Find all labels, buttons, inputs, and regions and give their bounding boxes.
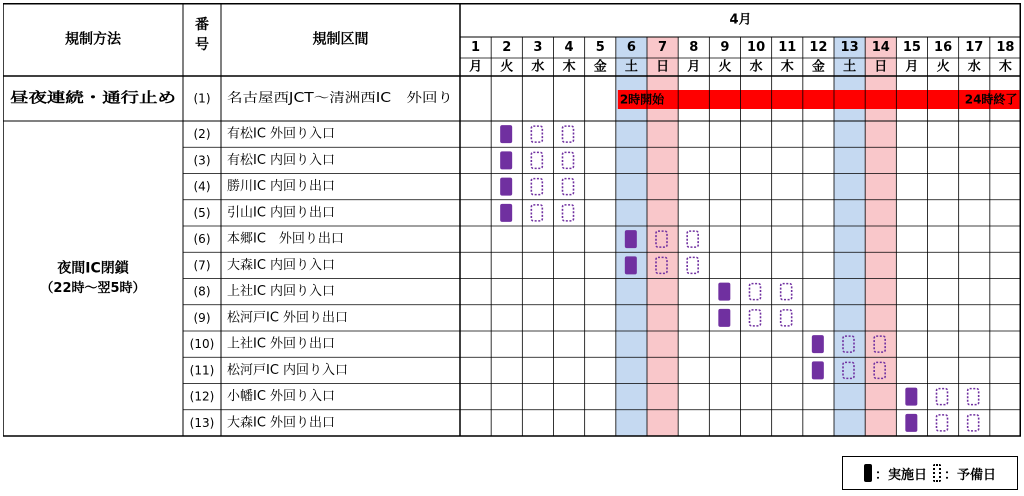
day-number: 6 (626, 40, 636, 55)
reserve-day-marker (531, 179, 542, 195)
reserve-day-marker (937, 415, 948, 431)
row-section: 上社IC 内回り入口 (227, 284, 336, 300)
header-number: 号 (195, 37, 209, 53)
weekday-label: 木 (562, 59, 576, 75)
weekday-label: 水 (749, 59, 763, 75)
day-number: 3 (533, 40, 543, 55)
day-number: 4 (564, 40, 574, 55)
row-section: 名古屋西JCT～清洲西IC 外回り (227, 91, 417, 106)
row-number: (1) (193, 91, 211, 106)
day-number: 13 (840, 40, 859, 55)
row-number: (6) (193, 232, 211, 247)
reserve-day-marker (937, 389, 948, 405)
row-section: 勝川IC 内回り出口 (227, 179, 336, 195)
day-number: 9 (720, 40, 730, 55)
day-number: 7 (658, 40, 668, 55)
work-day-marker (812, 335, 824, 353)
weekday-label: 火 (500, 59, 514, 75)
row-section: 小幡IC 外回り入口 (227, 389, 336, 405)
reserve-day-marker (563, 126, 574, 142)
weekday-label: 月 (905, 59, 919, 75)
day-number: 14 (871, 40, 890, 55)
work-day-marker (500, 204, 512, 222)
row-number: (7) (193, 258, 211, 273)
weekday-label: 金 (593, 59, 607, 75)
row-section: 大森IC 内回り入口 (227, 257, 336, 273)
row-section: 大森IC 外回り出口 (227, 415, 336, 431)
reserve-day-marker (563, 152, 574, 168)
reserve-day-marker (750, 284, 761, 300)
weekday-label: 火 (718, 59, 732, 75)
day-number: 1 (471, 40, 481, 55)
row-number: (11) (189, 363, 215, 378)
row-number: (3) (193, 153, 211, 168)
weekday-label: 木 (998, 59, 1012, 75)
weekday-label: 土 (843, 59, 857, 75)
row-number: (8) (193, 284, 211, 299)
weekday-label: 火 (936, 59, 950, 75)
row-number: (9) (193, 310, 211, 325)
reserve-day-marker (750, 310, 761, 326)
legend-reserve (933, 464, 996, 483)
day-number: 17 (965, 40, 984, 55)
day-number: 8 (689, 40, 699, 55)
day-number: 10 (747, 40, 766, 55)
weekday-label: 水 (531, 59, 545, 75)
row-number: (2) (193, 127, 211, 142)
row-section: 松河戸IC 外回り出口 (227, 310, 349, 326)
row-number: (4) (193, 179, 211, 194)
reserve-day-marker (563, 205, 574, 221)
row-number: (5) (193, 205, 211, 220)
legend (842, 456, 1018, 490)
weekday-label: 木 (780, 59, 794, 75)
day-number: 15 (902, 40, 921, 55)
continuous-method: 昼夜連続・通行止め (10, 90, 136, 107)
day-number: 5 (595, 40, 605, 55)
weekday-label: 月 (687, 59, 701, 75)
work-day-marker (500, 125, 512, 143)
day-number: 11 (778, 40, 797, 55)
schedule-table (3, 3, 1021, 447)
reserve-day-marker (781, 310, 792, 326)
reserve-day-marker (531, 152, 542, 168)
work-day-marker (718, 309, 730, 327)
header-method: 規制方法 (65, 31, 121, 48)
day-number: 2 (502, 40, 512, 55)
legend-work-label: ：実施日 (874, 467, 927, 483)
night-method: 夜間IC閉鎖 (57, 260, 129, 277)
bar-end-label: 24時終了 (964, 92, 1018, 107)
header-month: 4月 (729, 12, 752, 28)
work-day-marker (500, 178, 512, 196)
weekday-label: 月 (469, 59, 483, 75)
work-day-marker (718, 283, 730, 301)
header-section: 規制区間 (312, 31, 369, 48)
work-day-marker (625, 256, 637, 274)
weekday-label: 金 (811, 59, 825, 75)
bar-start-label: 2時開始 (619, 92, 665, 107)
row-section: 引山IC 内回り出口 (227, 205, 336, 221)
reserve-day-marker (968, 389, 979, 405)
work-day-marker (625, 230, 637, 248)
weekday-label: 日 (656, 59, 670, 75)
row-section: 有松IC 外回り入口 (227, 126, 336, 142)
row-section: 有松IC 内回り入口 (227, 152, 336, 168)
work-day-marker (500, 151, 512, 169)
row-number: (13) (189, 415, 215, 430)
work-day-marker (905, 388, 917, 406)
reserve-day-icon (933, 464, 941, 482)
legend-work (864, 464, 927, 483)
work-day-marker (905, 414, 917, 432)
row-section: 本郷IC 外回り出口 (227, 231, 344, 247)
reserve-day-marker (531, 126, 542, 142)
weekday-label: 土 (624, 59, 638, 75)
row-number: (10) (189, 337, 215, 352)
reserve-day-marker (968, 415, 979, 431)
legend-reserve-label: ：予備日 (944, 467, 997, 483)
weekday-label: 水 (967, 59, 981, 75)
row-section: 上社IC 外回り出口 (227, 336, 336, 352)
work-day-icon (864, 464, 872, 482)
day-number: 12 (809, 40, 828, 55)
work-day-marker (812, 361, 824, 379)
reserve-day-marker (687, 231, 698, 247)
night-hours: （22時～翌5時） (40, 281, 146, 296)
reserve-day-marker (563, 179, 574, 195)
day-number: 16 (934, 40, 953, 55)
day-number: 18 (996, 40, 1015, 55)
row-number: (12) (189, 389, 215, 404)
row-section: 松河戸IC 内回り入口 (227, 362, 349, 378)
reserve-day-marker (531, 205, 542, 221)
weekday-label: 日 (874, 59, 888, 75)
header-number: 番 (195, 17, 209, 33)
reserve-day-marker (687, 257, 698, 273)
reserve-day-marker (781, 284, 792, 300)
